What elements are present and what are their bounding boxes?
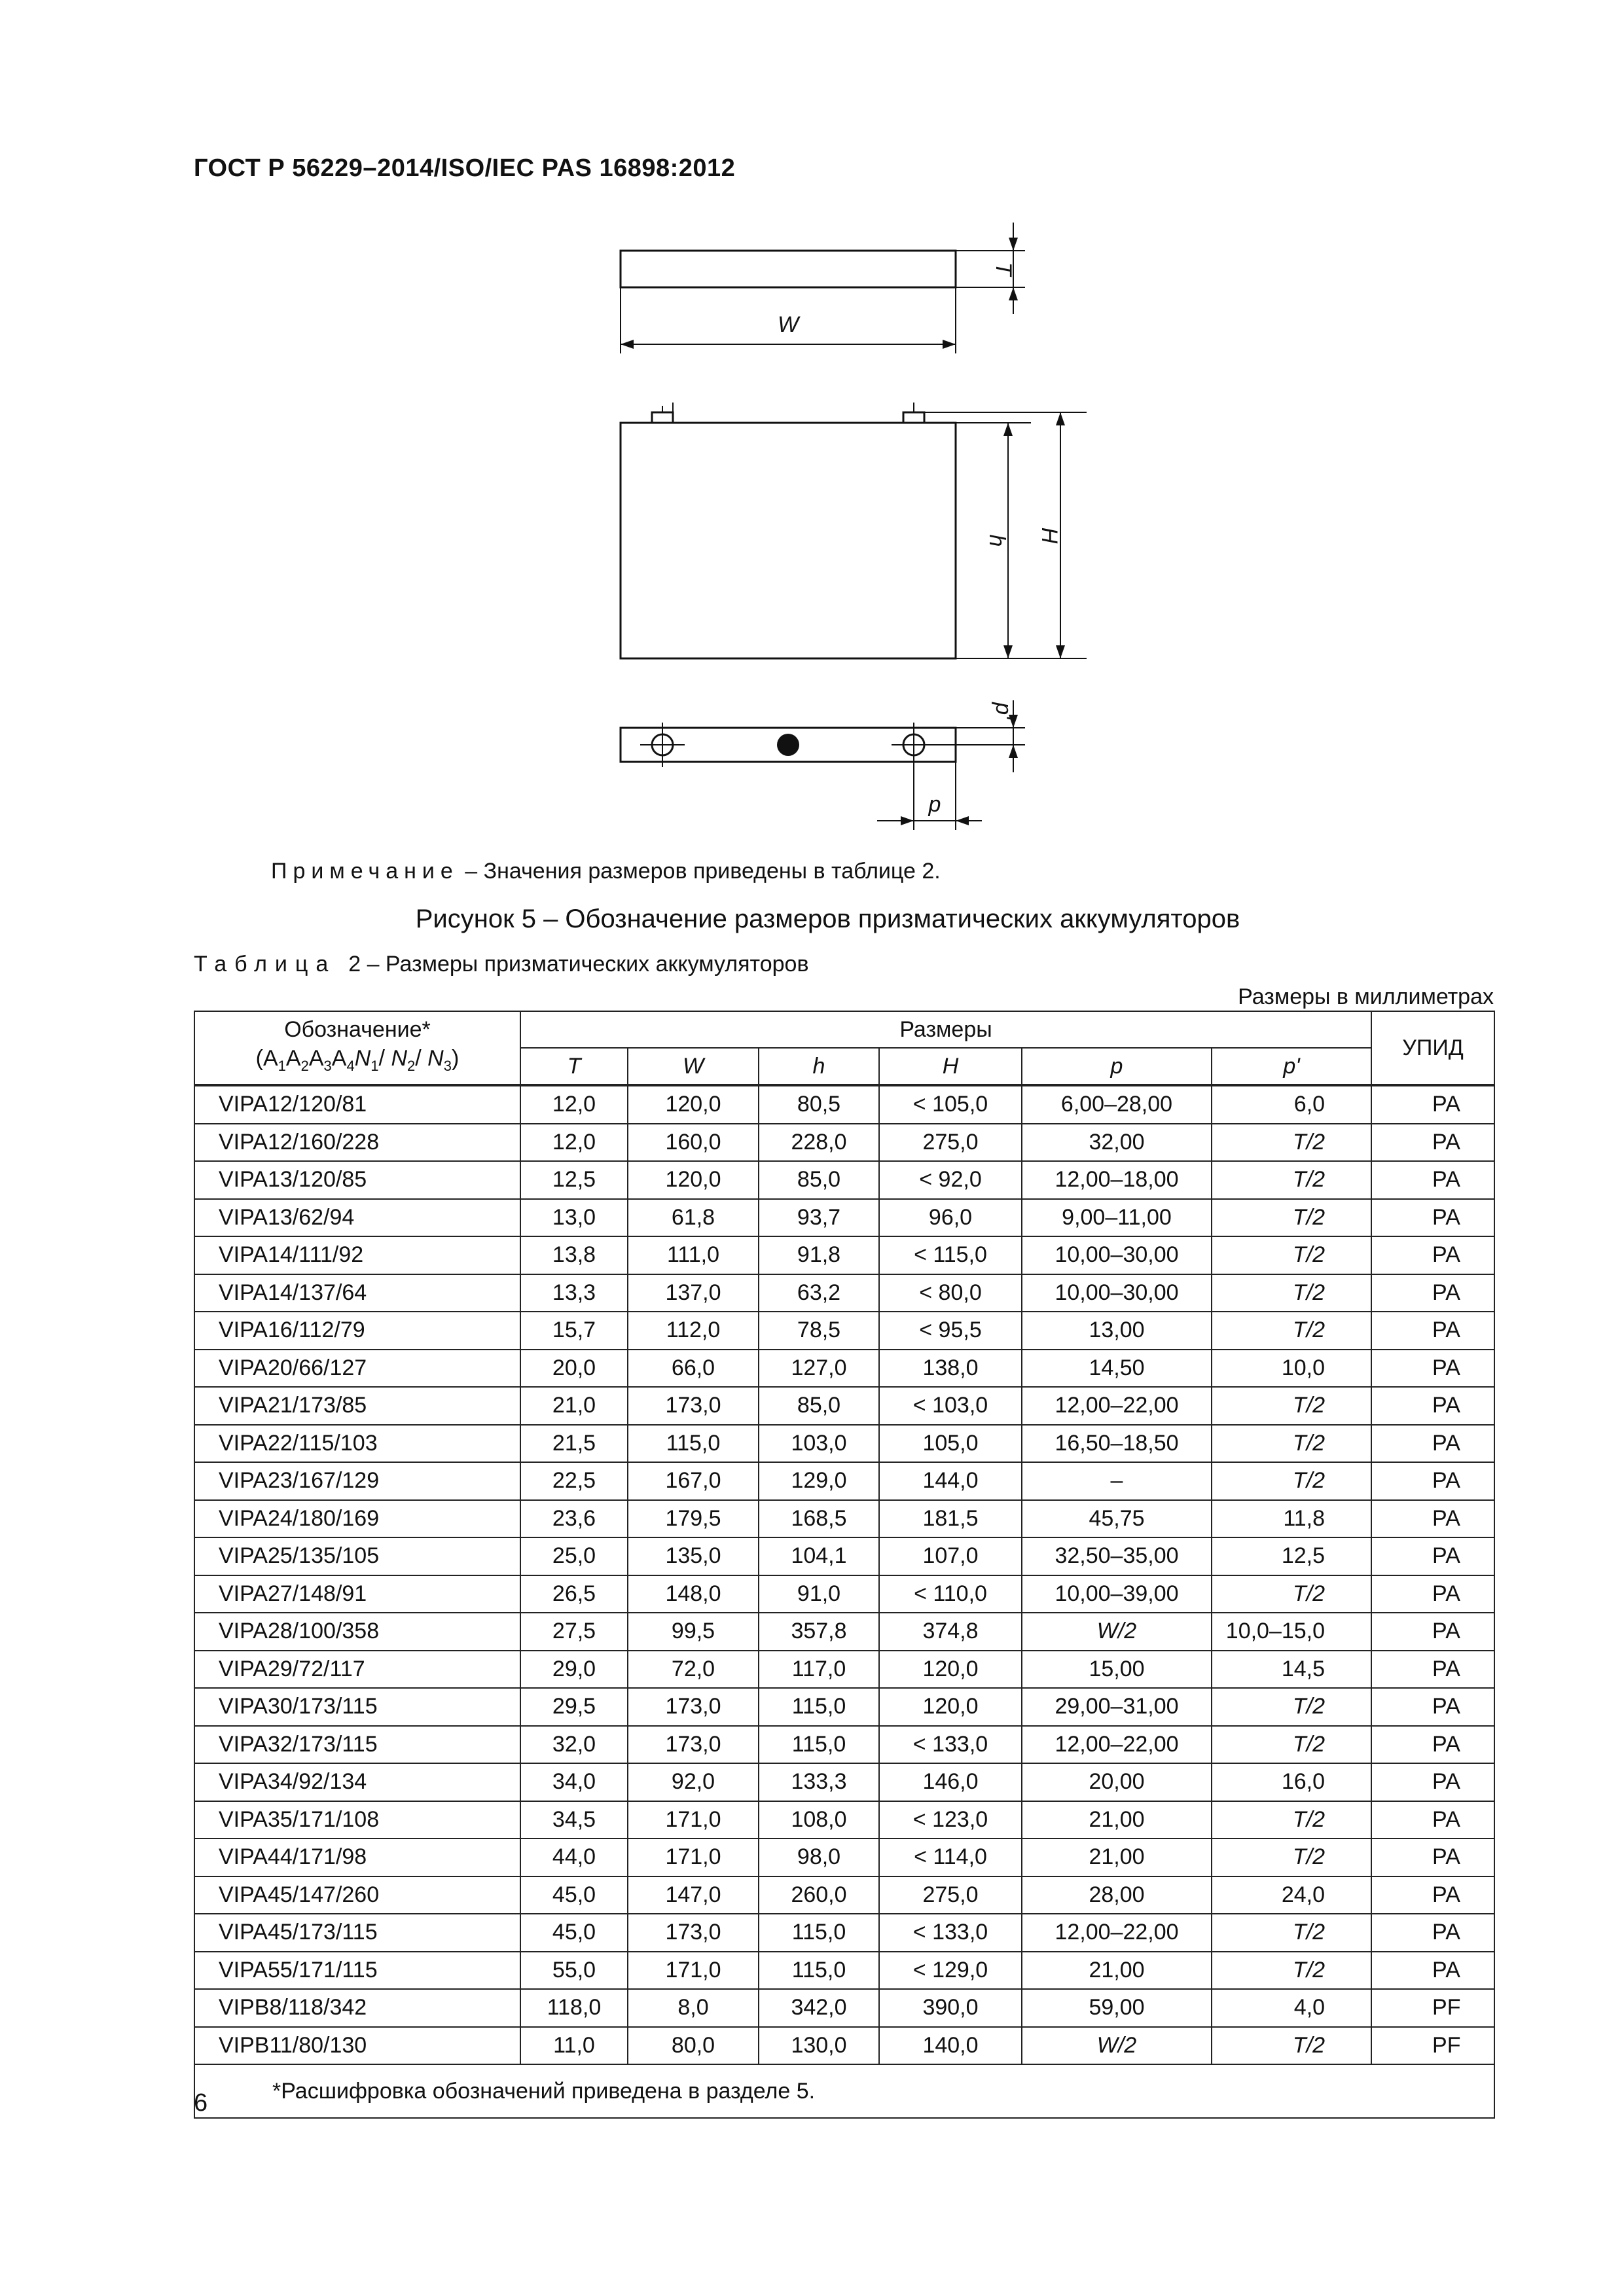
top-view-body xyxy=(621,251,956,287)
h-cell: 129,0 xyxy=(759,1462,879,1500)
designation-cell: VIPA30/173/115 xyxy=(194,1688,520,1726)
upid-cell: PA xyxy=(1371,1462,1494,1500)
designation-cell: VIPA28/100/358 xyxy=(194,1613,520,1651)
designation-cell: VIPA12/160/228 xyxy=(194,1124,520,1162)
table-row xyxy=(194,1839,1494,1876)
designation-cell: VIPA35/171/108 xyxy=(194,1801,520,1839)
designation-cell: VIPA32/173/115 xyxy=(194,1726,520,1764)
upid-cell: PA xyxy=(1371,1124,1494,1162)
p-cell: 59,00 xyxy=(1022,1989,1212,2027)
p-cell: 21,00 xyxy=(1022,1801,1212,1839)
t-cell: 12,0 xyxy=(520,1124,628,1162)
w-cell: 115,0 xyxy=(628,1425,759,1463)
hh-cell: < 129,0 xyxy=(879,1952,1022,1990)
p-prime-cell: T/2 xyxy=(1212,1839,1371,1876)
designation-cell: VIPB8/118/342 xyxy=(194,1989,520,2027)
t-cell: 55,0 xyxy=(520,1952,628,1990)
document-header: ГОСТ Р 56229–2014/ISO/IEC PAS 16898:2012 xyxy=(194,154,736,182)
designation-cell: VIPA34/92/134 xyxy=(194,1763,520,1801)
h-cell: 228,0 xyxy=(759,1124,879,1162)
hh-cell: < 115,0 xyxy=(879,1236,1022,1274)
hh-cell: 140,0 xyxy=(879,2027,1022,2065)
t-cell: 13,0 xyxy=(520,1199,628,1237)
p-prime-cell: T/2 xyxy=(1212,1274,1371,1312)
upid-cell: PA xyxy=(1371,1801,1494,1839)
w-cell: 167,0 xyxy=(628,1462,759,1500)
p-prime-cell: 6,0 xyxy=(1212,1085,1371,1124)
table-footnote: *Расшифровка обозначений приведена в разделе 5. xyxy=(194,2064,1494,2118)
table-row xyxy=(194,1350,1494,1388)
table-row xyxy=(194,1989,1494,2027)
p-prime-cell: T/2 xyxy=(1212,1575,1371,1613)
battery-dimensions-figure xyxy=(0,0,1624,864)
w-cell: 171,0 xyxy=(628,1839,759,1876)
p-prime-cell: 12,5 xyxy=(1212,1537,1371,1575)
table-row xyxy=(194,1688,1494,1726)
w-cell: 173,0 xyxy=(628,1914,759,1952)
w-cell: 72,0 xyxy=(628,1651,759,1689)
p-prime-cell: T/2 xyxy=(1212,1462,1371,1500)
p-cell: 28,00 xyxy=(1022,1876,1212,1914)
upid-cell: PA xyxy=(1371,1350,1494,1388)
h-cell: 98,0 xyxy=(759,1839,879,1876)
upid-cell: PA xyxy=(1371,1876,1494,1914)
w-cell: 171,0 xyxy=(628,1801,759,1839)
w-cell: 135,0 xyxy=(628,1537,759,1575)
p-cell: 6,00–28,00 xyxy=(1022,1085,1212,1124)
table-body xyxy=(194,1085,1494,2064)
table-row xyxy=(194,1425,1494,1463)
p-prime-cell: 4,0 xyxy=(1212,1989,1371,2027)
p-cell: 12,00–18,00 xyxy=(1022,1161,1212,1199)
p-cell: W/2 xyxy=(1022,2027,1212,2065)
upid-cell: PA xyxy=(1371,1688,1494,1726)
p-cell: 20,00 xyxy=(1022,1763,1212,1801)
hh-cell: 107,0 xyxy=(879,1537,1022,1575)
upid-cell: PF xyxy=(1371,1989,1494,2027)
hh-cell: < 114,0 xyxy=(879,1839,1022,1876)
p-cell: W/2 xyxy=(1022,1613,1212,1651)
dim-label-T: T xyxy=(991,262,1016,276)
p-prime-cell: T/2 xyxy=(1212,1801,1371,1839)
table-row xyxy=(194,1500,1494,1538)
w-cell: 171,0 xyxy=(628,1952,759,1990)
t-cell: 12,0 xyxy=(520,1085,628,1124)
h-cell: 93,7 xyxy=(759,1199,879,1237)
p-cell: 13,00 xyxy=(1022,1312,1212,1350)
p-cell: 16,50–18,50 xyxy=(1022,1425,1212,1463)
w-cell: 80,0 xyxy=(628,2027,759,2065)
upid-cell: PA xyxy=(1371,1651,1494,1689)
h-cell: 63,2 xyxy=(759,1274,879,1312)
h-cell: 91,8 xyxy=(759,1236,879,1274)
w-cell: 120,0 xyxy=(628,1085,759,1124)
hh-cell: 120,0 xyxy=(879,1651,1022,1689)
hh-cell: 138,0 xyxy=(879,1350,1022,1388)
designation-cell: VIPA25/135/105 xyxy=(194,1537,520,1575)
page-number: 6 xyxy=(194,2089,208,2117)
h-cell: 130,0 xyxy=(759,2027,879,2065)
upid-cell: PA xyxy=(1371,1613,1494,1651)
upid-cell: PA xyxy=(1371,1161,1494,1199)
p-prime-cell: 10,0–15,0 xyxy=(1212,1613,1371,1651)
header-col-p: p xyxy=(1022,1048,1212,1085)
hh-cell: 144,0 xyxy=(879,1462,1022,1500)
p-cell: 32,50–35,00 xyxy=(1022,1537,1212,1575)
h-cell: 133,3 xyxy=(759,1763,879,1801)
hh-cell: < 123,0 xyxy=(879,1801,1022,1839)
t-cell: 11,0 xyxy=(520,2027,628,2065)
w-cell: 160,0 xyxy=(628,1124,759,1162)
p-prime-cell: T/2 xyxy=(1212,1312,1371,1350)
table-row xyxy=(194,1575,1494,1613)
p-prime-cell: 11,8 xyxy=(1212,1500,1371,1538)
h-cell: 115,0 xyxy=(759,1914,879,1952)
p-prime-cell: T/2 xyxy=(1212,2027,1371,2065)
p-cell: 32,00 xyxy=(1022,1124,1212,1162)
p-cell: 10,00–39,00 xyxy=(1022,1575,1212,1613)
p-prime-cell: T/2 xyxy=(1212,1236,1371,1274)
designation-cell: VIPA12/120/81 xyxy=(194,1085,520,1124)
table-row xyxy=(194,1651,1494,1689)
upid-cell: PA xyxy=(1371,1085,1494,1124)
header-designation xyxy=(194,1011,520,1085)
table-row xyxy=(194,1085,1494,1124)
dim-label-p: p xyxy=(928,792,941,817)
upid-cell: PA xyxy=(1371,1312,1494,1350)
p-prime-cell: 24,0 xyxy=(1212,1876,1371,1914)
hh-cell: 120,0 xyxy=(879,1688,1022,1726)
upid-cell: PA xyxy=(1371,1575,1494,1613)
table-row xyxy=(194,1613,1494,1651)
dim-label-h: h xyxy=(984,534,1009,547)
upid-cell: PA xyxy=(1371,1500,1494,1538)
upid-cell: PF xyxy=(1371,2027,1494,2065)
front-view-body xyxy=(621,423,956,658)
h-cell: 103,0 xyxy=(759,1425,879,1463)
p-cell: 21,00 xyxy=(1022,1839,1212,1876)
hh-cell: < 92,0 xyxy=(879,1161,1022,1199)
hh-cell: 374,8 xyxy=(879,1613,1022,1651)
p-prime-cell: T/2 xyxy=(1212,1425,1371,1463)
p-prime-cell: 14,5 xyxy=(1212,1651,1371,1689)
p-prime-cell: T/2 xyxy=(1212,1199,1371,1237)
h-cell: 85,0 xyxy=(759,1161,879,1199)
table-row xyxy=(194,1236,1494,1274)
p-cell: 12,00–22,00 xyxy=(1022,1914,1212,1952)
table-label: Таблица xyxy=(194,952,336,977)
p-prime-cell: T/2 xyxy=(1212,1914,1371,1952)
p-cell: 29,00–31,00 xyxy=(1022,1688,1212,1726)
t-cell: 13,8 xyxy=(520,1236,628,1274)
upid-cell: PA xyxy=(1371,1763,1494,1801)
hh-cell: 181,5 xyxy=(879,1500,1022,1538)
h-cell: 108,0 xyxy=(759,1801,879,1839)
table-row xyxy=(194,1537,1494,1575)
h-cell: 104,1 xyxy=(759,1537,879,1575)
w-cell: 99,5 xyxy=(628,1613,759,1651)
header-upid: УПИД xyxy=(1371,1011,1494,1085)
t-cell: 32,0 xyxy=(520,1726,628,1764)
table-row xyxy=(194,1801,1494,1839)
h-cell: 115,0 xyxy=(759,1952,879,1990)
upid-cell: PA xyxy=(1371,1387,1494,1425)
hh-cell: < 110,0 xyxy=(879,1575,1022,1613)
designation-cell: VIPA24/180/169 xyxy=(194,1500,520,1538)
p-prime-cell: T/2 xyxy=(1212,1124,1371,1162)
w-cell: 120,0 xyxy=(628,1161,759,1199)
hh-cell: 146,0 xyxy=(879,1763,1022,1801)
table-row xyxy=(194,1199,1494,1237)
t-cell: 12,5 xyxy=(520,1161,628,1199)
p-cell: 10,00–30,00 xyxy=(1022,1236,1212,1274)
designation-cell: VIPA29/72/117 xyxy=(194,1651,520,1689)
t-cell: 26,5 xyxy=(520,1575,628,1613)
h-cell: 85,0 xyxy=(759,1387,879,1425)
table-row xyxy=(194,1763,1494,1801)
terminal-left xyxy=(652,412,673,423)
dim-label-W: W xyxy=(777,312,799,337)
table-row xyxy=(194,1462,1494,1500)
t-cell: 21,5 xyxy=(520,1425,628,1463)
w-cell: 148,0 xyxy=(628,1575,759,1613)
h-cell: 260,0 xyxy=(759,1876,879,1914)
w-cell: 92,0 xyxy=(628,1763,759,1801)
designation-cell: VIPA23/167/129 xyxy=(194,1462,520,1500)
h-cell: 115,0 xyxy=(759,1726,879,1764)
p-prime-cell: T/2 xyxy=(1212,1952,1371,1990)
t-cell: 22,5 xyxy=(520,1462,628,1500)
table-caption xyxy=(194,952,809,977)
p-cell: 12,00–22,00 xyxy=(1022,1726,1212,1764)
note-text: – Значения размеров приведены в таблице 2. xyxy=(458,859,941,884)
figure-caption: Рисунок 5 – Обозначение размеров призматических аккумуляторов xyxy=(415,905,1240,933)
upid-cell: PA xyxy=(1371,1952,1494,1990)
upid-cell: PA xyxy=(1371,1839,1494,1876)
h-cell: 127,0 xyxy=(759,1350,879,1388)
hh-cell: < 133,0 xyxy=(879,1914,1022,1952)
h-cell: 80,5 xyxy=(759,1085,879,1124)
p-prime-cell: T/2 xyxy=(1212,1688,1371,1726)
designation-cell: VIPA55/171/115 xyxy=(194,1952,520,1990)
note-label: Примечание xyxy=(271,859,459,884)
header-designation-formula: ($A_1A_2A_3A_4N_1/$ $N_2/$ $N_3$) xyxy=(255,1046,460,1074)
w-cell: 179,5 xyxy=(628,1500,759,1538)
p-cell: 12,00–22,00 xyxy=(1022,1387,1212,1425)
dim-label-p-prime: p' xyxy=(991,702,1016,719)
w-cell: 66,0 xyxy=(628,1350,759,1388)
h-cell: 78,5 xyxy=(759,1312,879,1350)
p-cell: – xyxy=(1022,1462,1212,1500)
table-row xyxy=(194,1726,1494,1764)
w-cell: 112,0 xyxy=(628,1312,759,1350)
h-cell: 342,0 xyxy=(759,1989,879,2027)
p-prime-cell: 10,0 xyxy=(1212,1350,1371,1388)
p-cell: 15,00 xyxy=(1022,1651,1212,1689)
mounting-point xyxy=(777,734,799,756)
h-cell: 115,0 xyxy=(759,1688,879,1726)
upid-cell: PA xyxy=(1371,1726,1494,1764)
t-cell: 13,3 xyxy=(520,1274,628,1312)
designation-cell: VIPA45/173/115 xyxy=(194,1914,520,1952)
designation-cell: VIPA20/66/127 xyxy=(194,1350,520,1388)
table-row xyxy=(194,1124,1494,1162)
table-row xyxy=(194,1952,1494,1990)
table-row xyxy=(194,1914,1494,1952)
table-row xyxy=(194,2027,1494,2065)
t-cell: 27,5 xyxy=(520,1613,628,1651)
hh-cell: < 133,0 xyxy=(879,1726,1022,1764)
table-row xyxy=(194,1312,1494,1350)
designation-cell: VIPA13/120/85 xyxy=(194,1161,520,1199)
designation-cell: VIPA21/173/85 xyxy=(194,1387,520,1425)
h-cell: 357,8 xyxy=(759,1613,879,1651)
hh-cell: 275,0 xyxy=(879,1876,1022,1914)
upid-cell: PA xyxy=(1371,1236,1494,1274)
table-units: Размеры в миллиметрах xyxy=(1238,984,1494,1009)
t-cell: 15,7 xyxy=(520,1312,628,1350)
terminal-right xyxy=(903,412,924,423)
figure-note xyxy=(271,859,941,884)
t-cell: 34,5 xyxy=(520,1801,628,1839)
w-cell: 173,0 xyxy=(628,1726,759,1764)
t-cell: 118,0 xyxy=(520,1989,628,2027)
hh-cell: < 80,0 xyxy=(879,1274,1022,1312)
header-col-p-prime: p' xyxy=(1212,1048,1371,1085)
hh-cell: < 105,0 xyxy=(879,1085,1022,1124)
t-cell: 29,0 xyxy=(520,1651,628,1689)
t-cell: 29,5 xyxy=(520,1688,628,1726)
hh-cell: 275,0 xyxy=(879,1124,1022,1162)
dimensions-table xyxy=(194,1011,1495,2119)
table-title: 2 – Размеры призматических аккумуляторов xyxy=(348,952,809,977)
designation-cell: VIPA22/115/103 xyxy=(194,1425,520,1463)
designation-cell: VIPA14/137/64 xyxy=(194,1274,520,1312)
hh-cell: < 103,0 xyxy=(879,1387,1022,1425)
upid-cell: PA xyxy=(1371,1914,1494,1952)
header-sizes: Размеры xyxy=(520,1011,1371,1048)
t-cell: 45,0 xyxy=(520,1914,628,1952)
hh-cell: 96,0 xyxy=(879,1199,1022,1237)
header-col-W: W xyxy=(628,1048,759,1085)
table-row xyxy=(194,1876,1494,1914)
h-cell: 91,0 xyxy=(759,1575,879,1613)
hh-cell: 390,0 xyxy=(879,1989,1022,2027)
p-cell: 21,00 xyxy=(1022,1952,1212,1990)
w-cell: 173,0 xyxy=(628,1688,759,1726)
designation-cell: VIPA45/147/260 xyxy=(194,1876,520,1914)
p-cell: 14,50 xyxy=(1022,1350,1212,1388)
designation-cell: VIPA16/112/79 xyxy=(194,1312,520,1350)
dim-label-H: H xyxy=(1037,527,1062,544)
table-row xyxy=(194,1387,1494,1425)
p-cell: 45,75 xyxy=(1022,1500,1212,1538)
designation-cell: VIPA44/171/98 xyxy=(194,1839,520,1876)
p-prime-cell: 16,0 xyxy=(1212,1763,1371,1801)
designation-cell: VIPA13/62/94 xyxy=(194,1199,520,1237)
header-designation-label: Обозначение* xyxy=(284,1017,431,1043)
t-cell: 20,0 xyxy=(520,1350,628,1388)
p-cell: 10,00–30,00 xyxy=(1022,1274,1212,1312)
hh-cell: 105,0 xyxy=(879,1425,1022,1463)
w-cell: 137,0 xyxy=(628,1274,759,1312)
t-cell: 44,0 xyxy=(520,1839,628,1876)
table-row xyxy=(194,1274,1494,1312)
table-row xyxy=(194,1161,1494,1199)
t-cell: 25,0 xyxy=(520,1537,628,1575)
w-cell: 61,8 xyxy=(628,1199,759,1237)
header-col-h: h xyxy=(759,1048,879,1085)
t-cell: 23,6 xyxy=(520,1500,628,1538)
header-col-T: T xyxy=(520,1048,628,1085)
p-prime-cell: T/2 xyxy=(1212,1726,1371,1764)
upid-cell: PA xyxy=(1371,1274,1494,1312)
w-cell: 147,0 xyxy=(628,1876,759,1914)
header-col-H: H xyxy=(879,1048,1022,1085)
w-cell: 111,0 xyxy=(628,1236,759,1274)
p-prime-cell: T/2 xyxy=(1212,1161,1371,1199)
t-cell: 34,0 xyxy=(520,1763,628,1801)
p-prime-cell: T/2 xyxy=(1212,1387,1371,1425)
h-cell: 117,0 xyxy=(759,1651,879,1689)
designation-cell: VIPB11/80/130 xyxy=(194,2027,520,2065)
w-cell: 8,0 xyxy=(628,1989,759,2027)
hh-cell: < 95,5 xyxy=(879,1312,1022,1350)
h-cell: 168,5 xyxy=(759,1500,879,1538)
upid-cell: PA xyxy=(1371,1537,1494,1575)
designation-cell: VIPA14/111/92 xyxy=(194,1236,520,1274)
upid-cell: PA xyxy=(1371,1199,1494,1237)
designation-cell: VIPA27/148/91 xyxy=(194,1575,520,1613)
w-cell: 173,0 xyxy=(628,1387,759,1425)
upid-cell: PA xyxy=(1371,1425,1494,1463)
p-cell: 9,00–11,00 xyxy=(1022,1199,1212,1237)
t-cell: 45,0 xyxy=(520,1876,628,1914)
t-cell: 21,0 xyxy=(520,1387,628,1425)
